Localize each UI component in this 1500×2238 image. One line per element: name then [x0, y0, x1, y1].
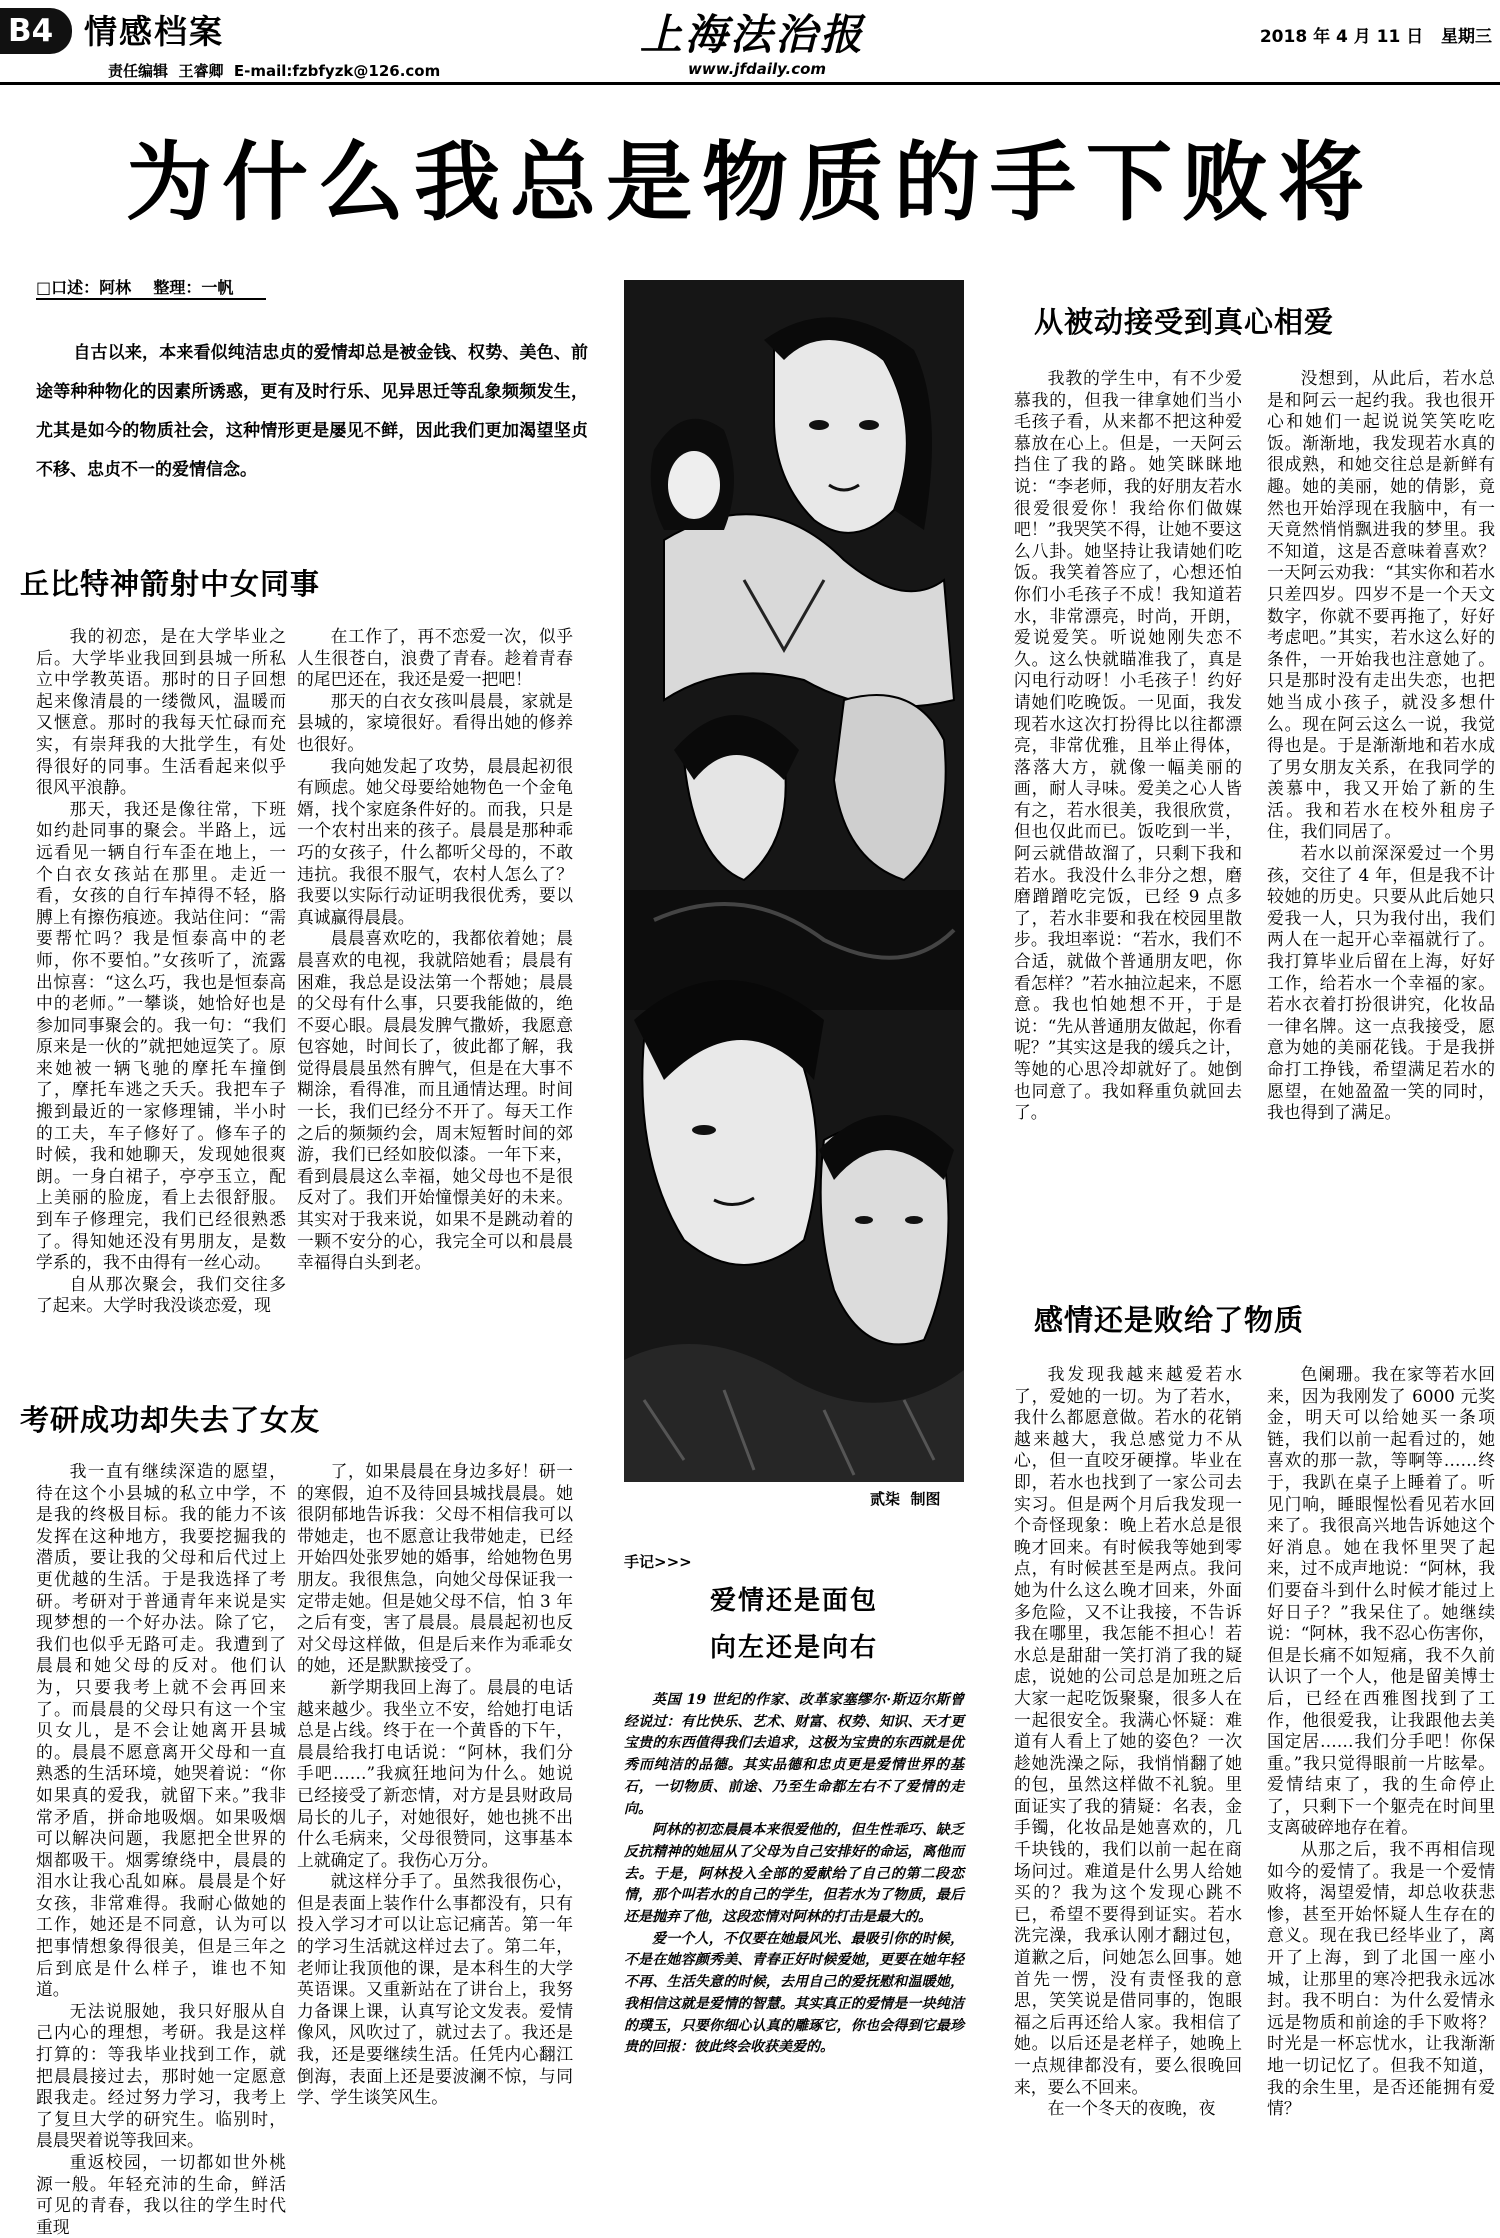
section-name: 情感档案: [84, 12, 224, 51]
headline: 为什么我总是物质的手下败将: [126, 133, 1374, 233]
s1-column-1: [36, 626, 286, 1341]
paragraph: 阿林的初恋晨晨本来很爱他的，但生性乖巧、缺乏反抗精神的她屈从了父母为自己安排好的命运，离他而去。于是，阿林投入全部的爱献给了自己的第二段恋情，那个叫若水的自己的学生，但若水为了物质，最后还是抛弃了他，这段恋情对阿林的打击是最大的。: [624, 1822, 964, 1926]
illustration-frame: [624, 280, 964, 1482]
byline: □口述：阿林 整理：一帆: [36, 278, 234, 297]
issue-date: 2018 年 4 月 11 日 星期三: [1259, 27, 1492, 47]
paragraph: 重返校园，一切都如世外桃源一般。年轻充沛的生命，鲜活可见的青春，我以往的学生时代重现: [36, 2152, 286, 2237]
illustration-art: [624, 280, 964, 1482]
section-title-s1: 丘比特神箭射中女同事: [20, 567, 321, 601]
editor-line: 责任编辑 王睿卿 E-mail:fzbfyzk@126.com: [108, 62, 441, 80]
paragraph: 那天的白衣女孩叫晨晨，家就是县城的，家境很好。看得出她的修养也很好。: [297, 690, 573, 754]
section-title-s2: 考研成功却失去了女友: [20, 1403, 321, 1437]
paragraph: 就这样分手了。虽然我很伤心，但是表面上装作什么事都没有，只有投入学习才可以让忘记痛苦。第一年的学习生活就这样过去了。第二年，老师让我顶他的课，是本科生的大学英语课。又重新站在了讲台上，我努力备课上课，认真写论文发表。爱情像风，风吹过了，就过去了。我还是我，还是要继续生活。任凭内心翻江倒海，表面上还是要波澜不惊，与同学、学生谈笑风生。: [297, 1871, 573, 2108]
page-badge: [0, 8, 72, 54]
paragraph: 在工作了，再不恋爱一次，似乎人生很苍白，浪费了青春。趁着青春的尾巴还在，我还是爱一把吧！: [297, 626, 573, 690]
paragraph: 英国 19 世纪的作家、改革家塞缪尔·斯迈尔斯曾经说过：有比快乐、艺术、财富、权势、知识、天才更宝贵的东西值得我们去追求，这极为宝贵的东西就是优秀而纯洁的品德。其实品德和忠贞更是爱情世界的基石，一切物质、前途、乃至生命都左右不了爱情的走向。: [624, 1692, 964, 1817]
paragraph: 我发现我越来越爱若水了，爱她的一切。为了若水，我什么都愿意做。若水的花销越来越大，我总感觉力不从心，但一直咬牙硬撑。毕业在即，若水也找到了一家公司去实习。但是两个月后我发现一个奇怪现象：晚上若水总是很晚才回来。有时候我等她到零点，有时候甚至是两点。我问她为什么这么晚才回来，外面多危险，又不让我接，不告诉我在哪里，我怎能不担心！若水总是甜甜一笑打消了我的疑虑，说她的公司总是加班之后大家一起吃饭聚聚，很多人在一起很安全。我满心怀疑：难道有人看上了她的姿色？一次趁她洗澡之际，我悄悄翻了她的包，虽然这样做不礼貌。里面证实了我的猜疑：名表，金手镯，化妆品是她喜欢的，几千块钱的，我们以前一起在商场问过。难道是什么男人给她买的？我为这个发现心跳不已，希望不要得到证实。若水洗完澡，我承认刚才翻过包，道歉之后，问她怎么回事。她首先一愣，没有责怪我的意思，笑笑说是借同事的，饱眼福之后再还给人家。我相信了她。以后还是老样子，她晚上一点规律都没有，要么很晚回来，要么不回来。: [1014, 1364, 1242, 2097]
paragraph: 色阑珊。我在家等若水回来，因为我刚发了 6000 元奖金，明天可以给她买一条项链，我们以前一起看过的，她喜欢的那一款，等啊等……终于，我趴在桌子上睡着了。听见门响，睡眼惺忪看见若水回来了。我很高兴地告诉她这个好消息。她在我怀里哭了起来，过不成声地说：“阿林，我们要奋斗到什么时候才能过上好日子？”我呆住了。她继续说：“阿林，我不忍心伤害你，但是长痛不如短痛，我不久前认识了一个人，他是留美博士后，已经在西雅图找到了工作，他很爱我，让我跟他去美国定居……我们分手吧！你保重。”我只觉得眼前一片眩晕。爱情结束了，我的生命停止了，只剩下一个躯壳在时间里支离破碎地存在着。: [1267, 1364, 1495, 1838]
paragraph: 在一个冬天的夜晚，夜: [1047, 2098, 1216, 2119]
paragraph: 我一直有继续深造的愿望，待在这个小县城的私立中学，不是我的终极目标。我的能力不该发挥在这种地方，我要挖掘我的潜质，要让我的父母和后代过上更优越的生活。于是我选择了考研。考研对于普通青年来说是实现梦想的一个好办法。除了它，我们也似乎无路可走。我遭到了晨晨和她父母的反对。他们认为，只要我考上就不会再回来了。而晨晨的父母只有这一个宝贝女儿，是不会让她离开县城的。晨晨不愿意离开父母和一直熟悉的生活环境，她哭着说：“你如果真的爱我，就留下来。”我非常矛盾，拼命地吸烟。如果吸烟可以解决问题，我愿把全世界的烟都吸干。烟雾缭绕中，晨晨的泪水让我心乱如麻。晨晨是个好女孩，非常难得。我耐心做她的工作，她还是不同意，认为可以把事情想象得很美，但是三年之后到底是什么样子，谁也不知道。: [36, 1461, 286, 2000]
paragraph: 自从那次聚会，我们交往多了起来。大学时我没谈恋爱，现: [36, 1273, 286, 1316]
header-rule: [0, 82, 1500, 85]
website[interactable]: www.jfdaily.com: [688, 60, 827, 78]
s3-column-1: [1014, 368, 1242, 1318]
paragraph: 没想到，从此后，若水总是和阿云一起约我。我也很开心和她们一起说说笑笑吃吃饭。渐渐地，我发现若水真的很成熟，和她交往总是新鲜有趣。她的美丽，她的倩影，竟然也开始浮现在我脑中，有一天竟然悄悄飘进我的梦里。我不知道，这是否意味着喜欢？一天阿云劝我：“其实你和若水只差四岁。四岁不是一个天文数字，你就不要再拖了，好好考虑吧。”其实，若水这么好的条件，一开始我也注意她了。只是那时没有走出失恋，也把她当成小孩子，就没多想什么。现在阿云这么一说，我觉得也是。于是渐渐地和若水成了男女朋友关系，在我同学的羡慕中，我又开始了新的生活。我和若水在校外租房子住，我们同居了。: [1267, 368, 1495, 842]
intro-paragraph: 自古以来，本来看似纯洁忠贞的爱情却总是被金钱、权势、美色、前途等种种物化的因素所诱惑，更有及时行乐、见异思迁等乱象频频发生，尤其是如今的物质社会，这种情形更是屡见不鲜，因此我们更加渴望坚贞不移、忠贞不一的爱情信念。: [36, 343, 588, 480]
paper-name: 上海法治报: [640, 10, 866, 59]
s4-column-2: [1267, 1364, 1495, 2224]
paragraph: 爱一个人，不仅要在她最风光、最吸引你的时候，不是在她容颜秀美、青春正好时候爱她，更要在她年轻不再、生活失意的时候，去用自己的爱抚慰和温暖她，我相信这就是爱情的智慧。其实真正的爱情是一块纯洁的璞玉，只要你细心认真的雕琢它，你也会得到它最珍贵的回报：彼此终会收获美爱的。: [624, 1930, 964, 2056]
section-title-s3: 从被动接受到真心相爱: [1034, 305, 1335, 339]
paragraph: 晨晨喜欢吃的，我都依着她；晨晨喜欢的电视，我就陪她看；晨晨有困难，我总是设法第一个帮她；晨晨的父母有什么事，只要我能做的，绝不耍心眼。晨晨发脾气撒娇，我愿意包容她，时间长了，彼此都了解，我觉得晨晨虽然有脾气，但是在大事不糊涂，看得准，而且通情达理。时间一长，我们已经分不开了。每天工作之后的频频约会，周末短暂时间的郊游，我们已经如胶似漆。一年下来，看到晨晨这么幸福，她父母也不是很反对了。我们开始憧憬美好的未来。其实对于我来说，如果不是跳动着的一颗不安分的心，我完全可以和晨晨幸福得白头到老。: [297, 928, 573, 1273]
s2-column-1: [36, 1461, 286, 2237]
paragraph: 我向她发起了攻势，晨晨起初很有顾虑。她父母要给她物色一个金龟婿，找个家庭条件好的。而我，只是一个农村出来的孩子。晨晨是那种乖巧的女孩子，什么都听父母的，不敢违抗。我很不服气，农村人怎么了？我要以实际行动证明我很优秀，要以真诚赢得晨晨。: [297, 755, 573, 927]
essay-title-1: 爱情还是面包: [709, 1586, 878, 1616]
essay-body: [624, 1690, 964, 2224]
illustration-credit: 贰柒 制图: [870, 1490, 941, 1508]
paragraph: 无法说服她，我只好服从自己内心的理想，考研。我是这样打算的：等我毕业找到工作，就把晨晨接过去，那时她一定愿意跟我走。经过努力学习，我考上了复旦大学的研究生。临别时，晨晨哭着说等我回来。: [36, 2000, 286, 2151]
paragraph: 我的初恋，是在大学毕业之后。大学毕业我回到县城一所私立中学教英语。那时的日子回想起来像清晨的一缕微风，温暖而又惬意。那时的我每天忙碌而充实，有崇拜我的大批学生，有处得很好的同事。生活看起来似乎很风平浪静。: [36, 626, 286, 798]
essay-title-2: 向左还是向右: [709, 1633, 878, 1663]
paragraph: 从那之后，我不再相信现如今的爱情了。我是一个爱情败将，渴望爱情，却总收获悲惨，甚至开始怀疑人生存在的意义。现在我已经毕业了，离开了上海，到了北国一座小城，让那里的寒冷把我永远冰封。我不明白：为什么爱情永远是物质和前途的手下败将？时光是一杯忘忧水，让我渐渐地一切记忆了。但我不知道，我的余生里，是否还能拥有爱情？: [1267, 1839, 1495, 2119]
essay-kicker: 手记>>>: [624, 1553, 692, 1571]
paragraph: 新学期我回上海了。晨晨的电话越来越少。我坐立不安，给她打电话总是占线。终于在一个黄昏的下午，晨晨给我打电话说：“阿林，我们分手吧……”我疯狂地问为什么。她说已经接受了新恋情，对方是县财政局局长的儿子，对她很好，她也挑不出什么毛病来，父母很赞同，这事基本上就确定了。我伤心万分。: [297, 1676, 573, 1870]
section-title-s4: 感情还是败给了物质: [1034, 1303, 1305, 1337]
paragraph: 我教的学生中，有不少爱慕我的，但我一律拿她们当小毛孩子看，从来都不把这种爱慕放在心上。但是，一天阿云挡住了我的路。她笑眯眯地说：“李老师，我的好朋友若水很爱很爱你！我给你们做媒吧！”我哭笑不得，让她不要这么八卦。她坚持让我请她们吃饭。我笑着答应了，心想还怕你们小毛孩子不成！我知道若水，非常漂亮，时尚，开朗，爱说爱笑。听说她刚失恋不久。这么快就瞄准我了，真是闪电行动呀！小毛孩子！约好请她们吃晚饭。一见面，我发现若水这次打扮得比以往都漂亮，非常优雅，且举止得体，落落大方，就像一幅美丽的画，耐人寻味。爱美之心人皆有之，若水很美，我很欣赏，但也仅此而已。饭吃到一半，阿云就借故溜了，只剩下我和若水。我没什么非分之想，磨磨蹭蹭吃完饭，已经 9 点多了，若水非要和我在校园里散步。我坦率说：“若水，我们不合适，就做个普通朋友吧，你看怎样？”若水抽泣起来，不愿意。我也怕她想不开，于是说：“先从普通朋友做起，你看呢？”其实这是我的缓兵之计，等她的心思冷却就好了。她倒也同意了。我如释重负就回去了。: [1014, 368, 1242, 1123]
page-number: B4: [8, 13, 54, 49]
s4-column-1: [1014, 1364, 1242, 2224]
paragraph: 若水以前深深爱过一个男孩，交往了 4 年，但是我不计较她的历史。只要从此后她只爱我一人，只为我付出，我们两人在一起开心幸福就行了。我打算毕业后留在上海，好好工作，给若水一个幸福的家。若水衣着打扮很讲究，化妆品一律名牌。这一点我接受，愿意为她的美丽花钱。于是我拼命打工挣钱，希望满足若水的愿望，在她盈盈一笑的同时，我也得到了满足。: [1267, 843, 1495, 1123]
paragraph: 了，如果晨晨在身边多好！研一的寒假，迫不及待回县城找晨晨。她很阴郁地告诉我：父母不相信我可以带她走，也不愿意让我带她走，已经开始四处张罗她的婚事，给她物色男朋友。我很焦急，向她父母保证我一定带走她。但是她父母不信，怕 3 年之后有变，害了晨晨。晨晨起初也反对父母这样做，但是后来作为乖乖女的她，还是默默接受了。: [297, 1461, 573, 1676]
s1-column-2: [297, 626, 573, 1341]
byline-rule: [36, 298, 266, 300]
paragraph: 那天，我还是像往常，下班如约赴同事的聚会。半路上，远远看见一辆自行车歪在地上，一个白衣女孩站在那里。走近一看，女孩的自行车掉得不轻，胳膊上有擦伤痕迹。我站住问：“需要帮忙吗？我是恒泰高中的老师，你不要怕。”女孩听了，流露出惊喜：“这么巧，我也是恒泰高中的老师。”一攀谈，她恰好也是参加同事聚会的。我一句：“我们原来是一伙的”就把她逗笑了。原来她被一辆飞驰的摩托车撞倒了，摩托车逃之夭夭。我把车子搬到最近的一家修理铺，半小时的工夫，车子修好了。修车子的时候，我和她聊天，发现她很爽朗。一身白裙子，亭亭玉立，配上美丽的脸庞，看上去很舒服。到车子修理完，我们已经很熟悉了。得知她还没有男朋友，是数学系的，我不由得有一丝心动。: [36, 798, 286, 1273]
s3-column-2: [1267, 368, 1495, 1318]
s2-column-2: [297, 1461, 573, 2223]
